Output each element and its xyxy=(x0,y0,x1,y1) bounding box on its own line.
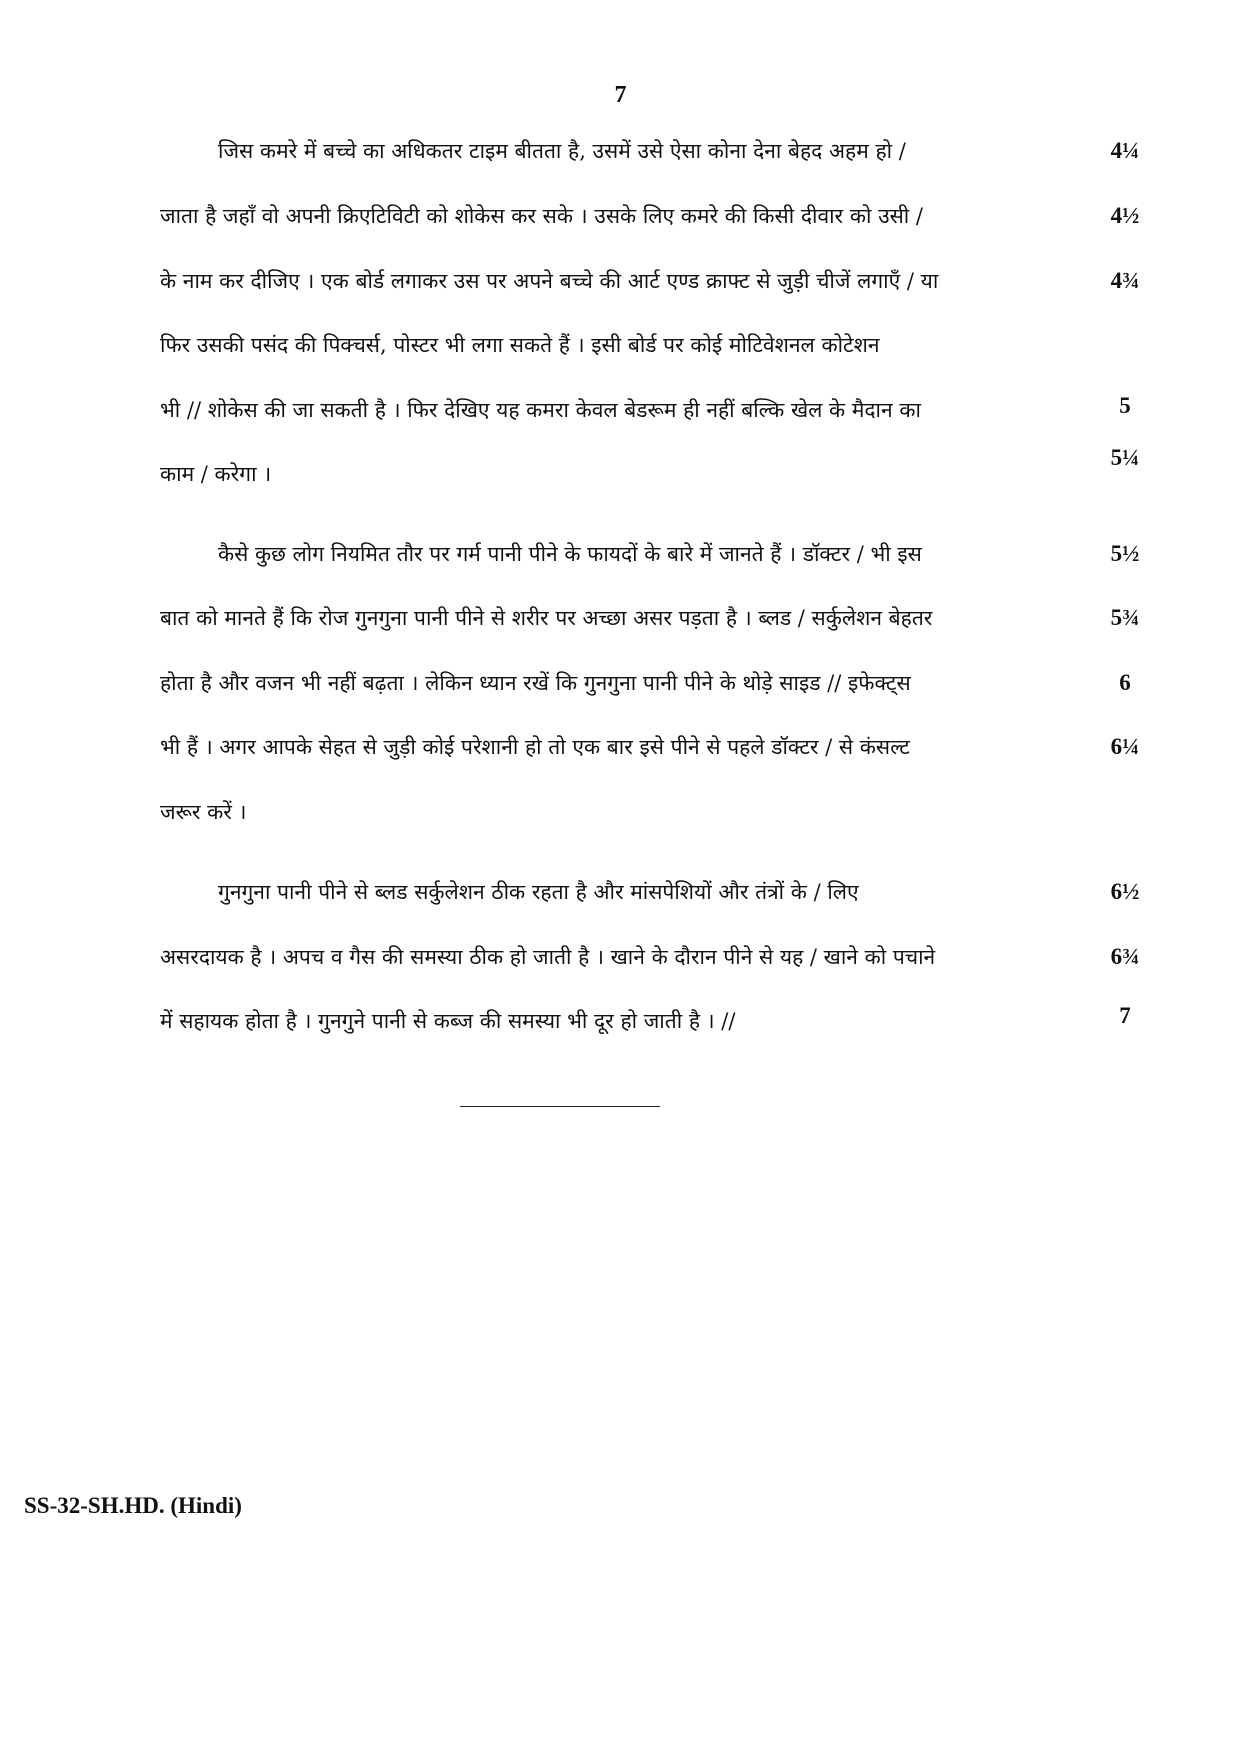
passage-line: के नाम कर दीजिए । एक बोर्ड लगाकर उस पर अपने बच्चे की आर्ट एण्ड क्राफ्ट से जुड़ी चीजें लगाएँ / या xyxy=(160,269,939,293)
word-count-mark: 6½ xyxy=(1110,879,1140,904)
passage-line: भी // शोकेस की जा सकती है । फिर देखिए यह कमरा केवल बेडरूम ही नहीं बल्कि खेल के मैदान का xyxy=(160,398,921,422)
passage-line: कैसे कुछ लोग नियमित तौर पर गर्म पानी पीने के फायदों के बारे में जानते हैं । डॉक्टर / भी इस xyxy=(218,542,922,566)
passage-line: में सहायक होता है । गुनगुने पानी से कब्ज की समस्या भी दूर हो जाती है । // xyxy=(160,1009,736,1033)
passage-line: होता है और वजन भी नहीं बढ़ता । लेकिन ध्यान रखें कि गुनगुना पानी पीने के थोड़े साइड // इफेक्ट्स xyxy=(160,671,911,695)
word-count-mark: 6¼ xyxy=(1110,734,1140,759)
word-count-mark: 6 xyxy=(1119,670,1131,695)
passage-line: जिस कमरे में बच्चे का अधिकतर टाइम बीतता है, उसमें उसे ऐसा कोना देना बेहद अहम हो / xyxy=(218,139,906,163)
word-count-mark: 4¼ xyxy=(1110,138,1140,163)
passage-line: काम / करेगा । xyxy=(160,462,272,486)
passage-line: गुनगुना पानी पीने से ब्लड सर्कुलेशन ठीक रहता है और मांसपेशियों और तंत्रों के / लिए xyxy=(218,880,859,904)
word-count-mark: 7 xyxy=(1119,1003,1131,1028)
passage-line: बात को मानते हैं कि रोज गुनगुना पानी पीने से शरीर पर अच्छा असर पड़ता है । ब्लड / सर्कुलेशन बेहतर xyxy=(160,606,933,630)
word-count-mark: 5¼ xyxy=(1110,445,1140,470)
word-count-mark: 6¾ xyxy=(1110,944,1140,969)
passage-line: फिर उसकी पसंद की पिक्चर्स, पोस्टर भी लगा सकते हैं । इसी बोर्ड पर कोई मोटिवेशनल कोटेशन xyxy=(160,333,880,357)
passage-line: जरूर करें । xyxy=(160,800,247,824)
word-count-mark: 5¾ xyxy=(1110,605,1140,630)
paper-code: SS-32-SH.HD. (Hindi) xyxy=(24,1493,242,1518)
page-number: 7 xyxy=(614,82,627,108)
passage-line: जाता है जहाँ वो अपनी क्रिएटिविटी को शोकेस कर सके । उसके लिए कमरे की किसी दीवार को उसी / xyxy=(160,204,923,228)
word-count-mark: 5 xyxy=(1119,393,1131,418)
passage-line: भी हैं । अगर आपके सेहत से जुड़ी कोई परेशानी हो तो एक बार इसे पीने से पहले डॉक्टर / से कंसल्ट xyxy=(160,735,910,759)
word-count-mark: 4½ xyxy=(1110,203,1140,228)
passage-line: असरदायक है । अपच व गैस की समस्या ठीक हो जाती है । खाने के दौरान पीने से यह / खाने को पचाने xyxy=(160,945,936,969)
word-count-mark: 5½ xyxy=(1110,541,1140,566)
end-divider xyxy=(460,1106,660,1107)
word-count-mark: 4¾ xyxy=(1110,268,1140,293)
